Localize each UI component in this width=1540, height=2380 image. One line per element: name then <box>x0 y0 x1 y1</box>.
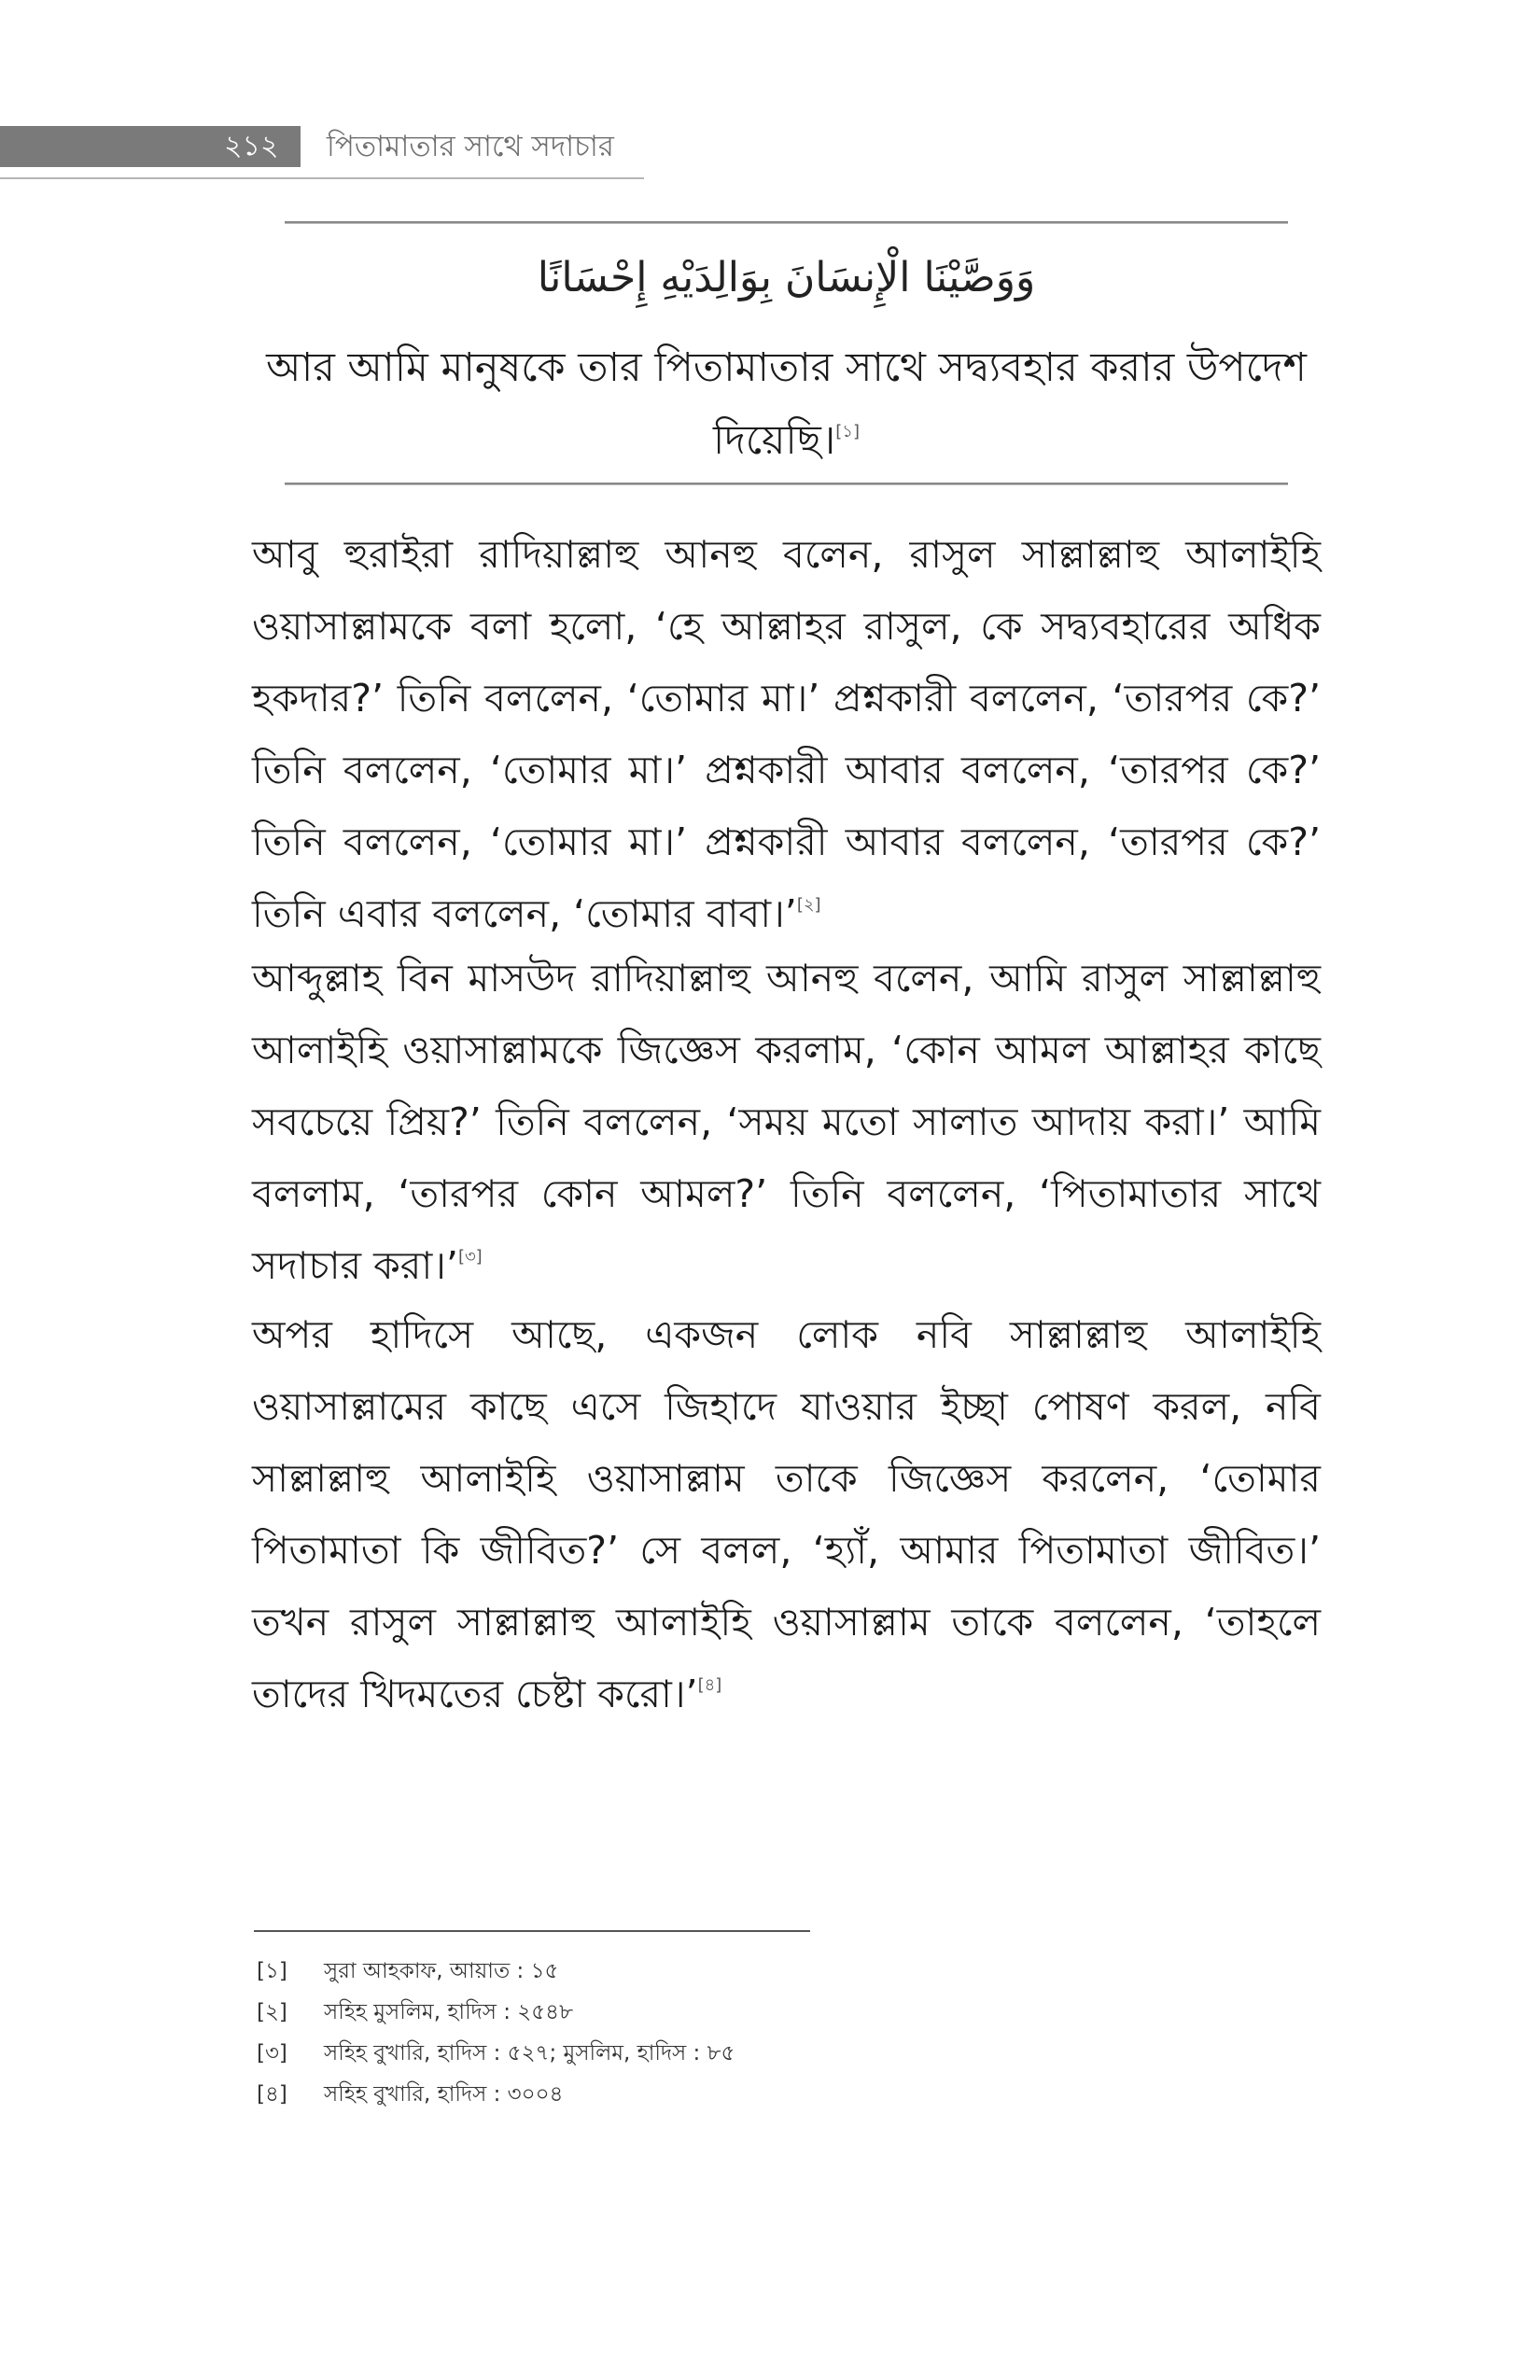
quote-top-rule <box>285 221 1288 224</box>
page-number: ২১২ <box>224 130 279 162</box>
footnote-item <box>257 2074 1097 2115</box>
paragraph-text: আব্দুল্লাহ বিন মাসউদ রাদিয়াল্লাহু আনহু বলেন, আমি রাসুল সাল্লাল্লাহু আলাইহি ওয়াসাল্লামকে জিজ্ঞেস করলাম, ‘কোন আমল আল্লাহর কাছে সবচেয়ে প্রিয়?’ তিনি বললেন, ‘সময় মতো সালাত আদায় করা।’ আমি বললাম, ‘তারপর কোন আমল?’ তিনি বললেন, ‘পিতামাতার সাথে সদাচার করা।’ <box>252 956 1321 1288</box>
footnote-text: সুরা আহকাফ, আয়াত : ১৫ <box>324 1959 559 1983</box>
footnote-text: সহিহ বুখারি, হাদিস : ৫২৭; মুসলিম, হাদিস : ৮৫ <box>324 2041 735 2065</box>
footnote-item <box>257 2033 1097 2074</box>
running-header-title: পিতামাতার সাথে সদাচার <box>327 130 614 163</box>
footnote-item <box>257 1992 1097 2033</box>
header-divider <box>0 177 644 179</box>
footnote-item <box>257 1951 1097 1992</box>
footnote-ref[interactable]: [৩] <box>457 1247 483 1267</box>
footnote-mark: [৩] <box>257 2041 287 2065</box>
body-paragraph <box>252 519 1321 950</box>
paragraph-text: অপর হাদিসে আছে, একজন লোক নবি সাল্লাল্লাহু আলাইহি ওয়াসাল্লামের কাছে এসে জিহাদে যাওয়ার ইচ্ছা পোষণ করল, নবি সাল্লাল্লাহু আলাইহি ওয়াসাল্লাম তাকে জিজ্ঞেস করলেন, ‘তোমার পিতামাতা কি জীবিত?’ সে বলল, ‘হ্যাঁ, আমার পিতামাতা জীবিত।’ তখন রাসুল সাল্লাল্লাহু আলাইহি ওয়াসাল্লাম তাকে বললেন, ‘তাহলে তাদের খিদমতের চেষ্টা করো।’ <box>252 1312 1321 1716</box>
footnote-ref[interactable]: [১] <box>835 422 860 441</box>
footnote-ref[interactable]: [২] <box>796 895 821 915</box>
arabic-verse: وَوَصَّيْنَا الْإِنسَانَ بِوَالِدَيْهِ إِحْسَانًا <box>537 254 1036 301</box>
footnote-mark: [১] <box>257 1959 287 1983</box>
verse-translation <box>252 331 1321 477</box>
body-paragraph <box>252 1299 1321 1730</box>
footnote-text: সহিহ মুসলিম, হাদিস : ২৫৪৮ <box>324 2000 574 2024</box>
footnote-divider <box>254 1930 810 1932</box>
footnote-text: সহিহ বুখারি, হাদিস : ৩০০৪ <box>324 2082 564 2107</box>
footnote-mark: [২] <box>257 2000 287 2024</box>
body-paragraph <box>252 943 1321 1302</box>
footnote-mark: [৪] <box>257 2082 287 2107</box>
paragraph-text: আবু হুরাইরা রাদিয়াল্লাহু আনহু বলেন, রাসুল সাল্লাল্লাহু আলাইহি ওয়াসাল্লামকে বলা হলো, ‘হে আল্লাহর রাসুল, কে সদ্ব্যবহারের অধিক হকদার?’ তিনি বললেন, ‘তোমার মা।’ প্রশ্নকারী বললেন, ‘তারপর কে?’ তিনি বললেন, ‘তোমার মা।’ প্রশ্নকারী আবার বললেন, ‘তারপর কে?’ তিনি বললেন, ‘তোমার মা।’ প্রশ্নকারী আবার বললেন, ‘তারপর কে?’ তিনি এবার বললেন, ‘তোমার বাবা।’ <box>252 532 1321 936</box>
footnote-ref[interactable]: [৪] <box>697 1675 722 1695</box>
quote-bottom-rule <box>285 483 1288 485</box>
verse-translation-text: আর আমি মানুষকে তার পিতামাতার সাথে সদ্ব্যবহার করার উপদেশ দিয়েছি। <box>266 344 1307 464</box>
footnotes <box>257 1951 1097 2115</box>
